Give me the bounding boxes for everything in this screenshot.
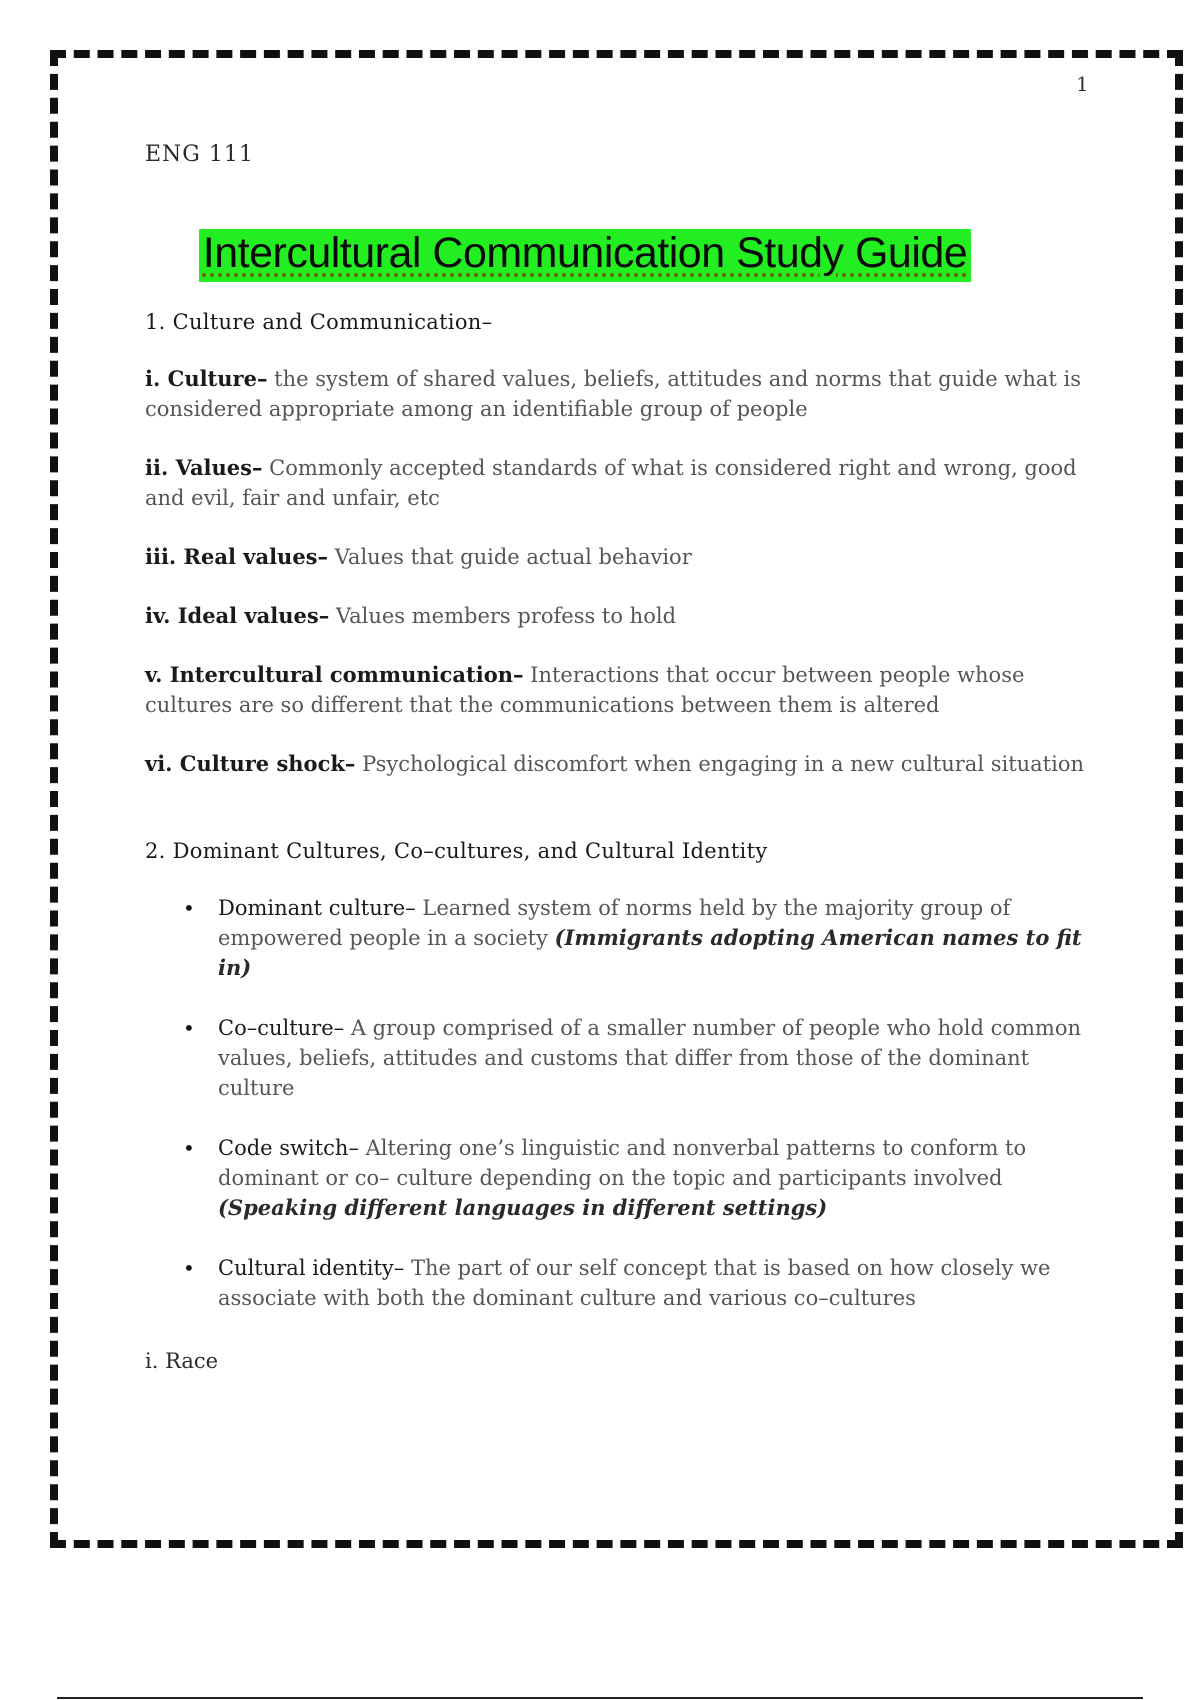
page-divider-line <box>57 1697 1143 1699</box>
section-heading-culture-communication: 1. Culture and Communication– <box>145 310 493 334</box>
definition-text: the system of shared values, beliefs, attitudes and norms that guide what is considered appropriate among an identifiable group of people <box>145 367 1081 421</box>
bullet-term: Cultural identity– <box>218 1256 405 1280</box>
definition-values <box>145 453 1095 513</box>
bullet-icon: • <box>183 1256 195 1280</box>
section-heading-dominant-cultures: 2. Dominant Cultures, Co–cultures, and Cultural Identity <box>145 839 768 863</box>
bullet-text: The part of our self concept that is based on how closely we associate with both the dominant culture and various co–cultures <box>218 1256 1051 1310</box>
bullet-example: (Speaking different languages in different settings) <box>218 1195 828 1220</box>
definition-text: Interactions that occur between people whose cultures are so different that the communications between them is altered <box>145 663 1025 717</box>
definition-real-values <box>145 542 1095 572</box>
page-number: 1 <box>1076 72 1089 96</box>
definition-term: iii. Real values– <box>145 544 329 569</box>
bullet-text: A group comprised of a smaller number of people who hold common values, beliefs, attitudes and customs that differ from those of the dominant culture <box>218 1016 1081 1100</box>
bullet-term: Dominant culture– <box>218 896 416 920</box>
title-container <box>145 229 1095 282</box>
list-item-co-culture <box>145 1013 1095 1103</box>
bullet-icon: • <box>183 896 195 920</box>
list-item-code-switch <box>145 1133 1095 1223</box>
course-code: ENG 111 <box>145 142 254 167</box>
bullet-term: Co–culture– <box>218 1016 345 1040</box>
document-title: Intercultural Communication Study Guide <box>199 229 971 282</box>
bullet-icon: • <box>183 1136 195 1160</box>
subsection-race: i. Race <box>145 1349 219 1373</box>
bullet-example: (Immigrants adopting American names to fit in) <box>218 925 1082 980</box>
bullet-icon: • <box>183 1016 195 1040</box>
definition-text: Values that guide actual behavior <box>328 545 692 569</box>
definition-culture <box>145 364 1095 424</box>
definition-intercultural-communication <box>145 660 1095 720</box>
definition-term: vi. Culture shock– <box>145 751 356 776</box>
document-content <box>145 142 1095 1373</box>
definition-text: Commonly accepted standards of what is considered right and wrong, good and evil, fair and unfair, etc <box>145 456 1077 510</box>
list-item-dominant-culture <box>145 893 1095 983</box>
bullet-term: Code switch– <box>218 1136 359 1160</box>
definition-culture-shock <box>145 749 1095 779</box>
list-item-cultural-identity <box>145 1253 1095 1313</box>
definition-text: Values members profess to hold <box>329 604 677 628</box>
definition-text: Psychological discomfort when engaging in a new cultural situation <box>355 752 1085 776</box>
bullet-text: Learned system of norms held by the majority group of empowered people in a society <box>218 896 1011 950</box>
definition-term: ii. Values– <box>145 455 263 480</box>
bullet-list <box>145 893 1095 1313</box>
bullet-text: Altering one’s linguistic and nonverbal patterns to conform to dominant or co– culture depending on the topic and participants involved <box>218 1136 1027 1190</box>
definition-ideal-values <box>145 601 1095 631</box>
definition-term: iv. Ideal values– <box>145 603 330 628</box>
definition-term: v. Intercultural communication– <box>145 662 524 687</box>
definition-term: i. Culture– <box>145 366 268 391</box>
